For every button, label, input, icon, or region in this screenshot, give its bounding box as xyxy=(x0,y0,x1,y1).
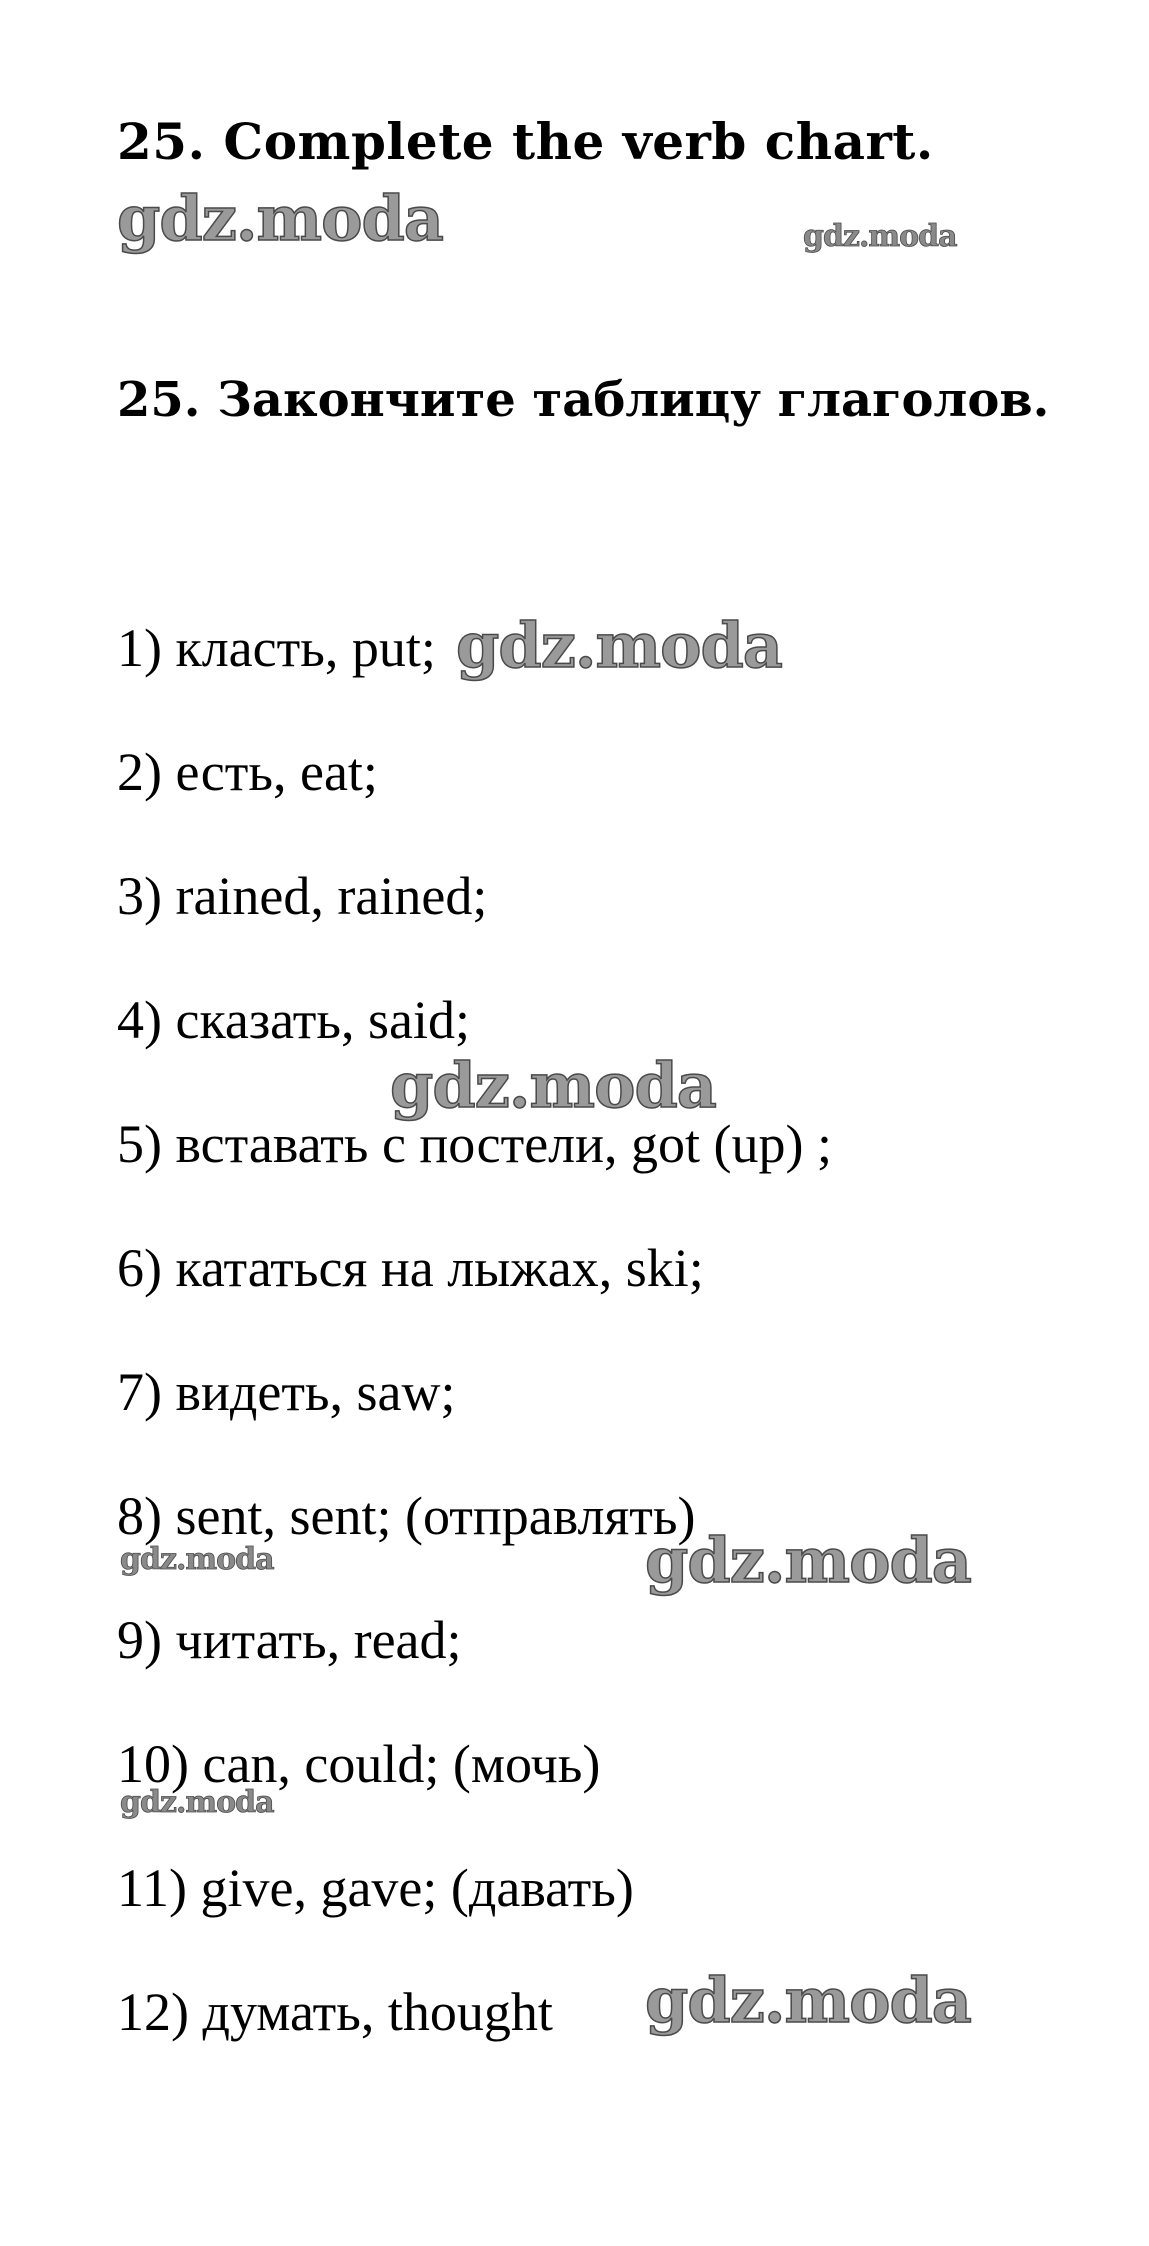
answer-item-4: 4) сказать, said; xyxy=(117,990,470,1050)
watermark-logo: gdz.moda xyxy=(803,219,957,254)
watermark-logo: gdz.moda xyxy=(117,182,443,255)
answer-item-2: 2) есть, eat; xyxy=(117,742,378,802)
answer-item-6: 6) кататься на лыжах, ski; xyxy=(117,1238,704,1298)
exercise-title-russian: 25. Закончите таблицу глаголов. xyxy=(117,372,1050,428)
watermark-logo: gdz.moda xyxy=(645,1524,971,1597)
answer-item-10: 10) can, could; (мочь) xyxy=(117,1734,601,1794)
answer-item-12: 12) думать, thought xyxy=(117,1982,553,2042)
answer-item-1: 1) класть, put; xyxy=(117,618,436,678)
watermark-logo: gdz.moda xyxy=(456,609,782,682)
watermark-logo: gdz.moda xyxy=(645,1964,971,2037)
exercise-title-english: 25. Complete the verb chart. xyxy=(117,112,934,171)
answer-item-9: 9) читать, read; xyxy=(117,1610,462,1670)
watermark-logo: gdz.moda xyxy=(390,1049,716,1122)
answer-item-11: 11) give, gave; (давать) xyxy=(117,1858,634,1918)
answer-item-3: 3) rained, rained; xyxy=(117,866,488,926)
answer-item-8: 8) sent, sent; (отправлять) xyxy=(117,1486,696,1546)
watermark-logo: gdz.moda xyxy=(120,1542,274,1577)
answer-item-5: 5) вставать с постели, got (up) ; xyxy=(117,1114,832,1174)
watermark-logo: gdz.moda xyxy=(120,1785,274,1820)
answer-item-7: 7) видеть, saw; xyxy=(117,1362,456,1422)
